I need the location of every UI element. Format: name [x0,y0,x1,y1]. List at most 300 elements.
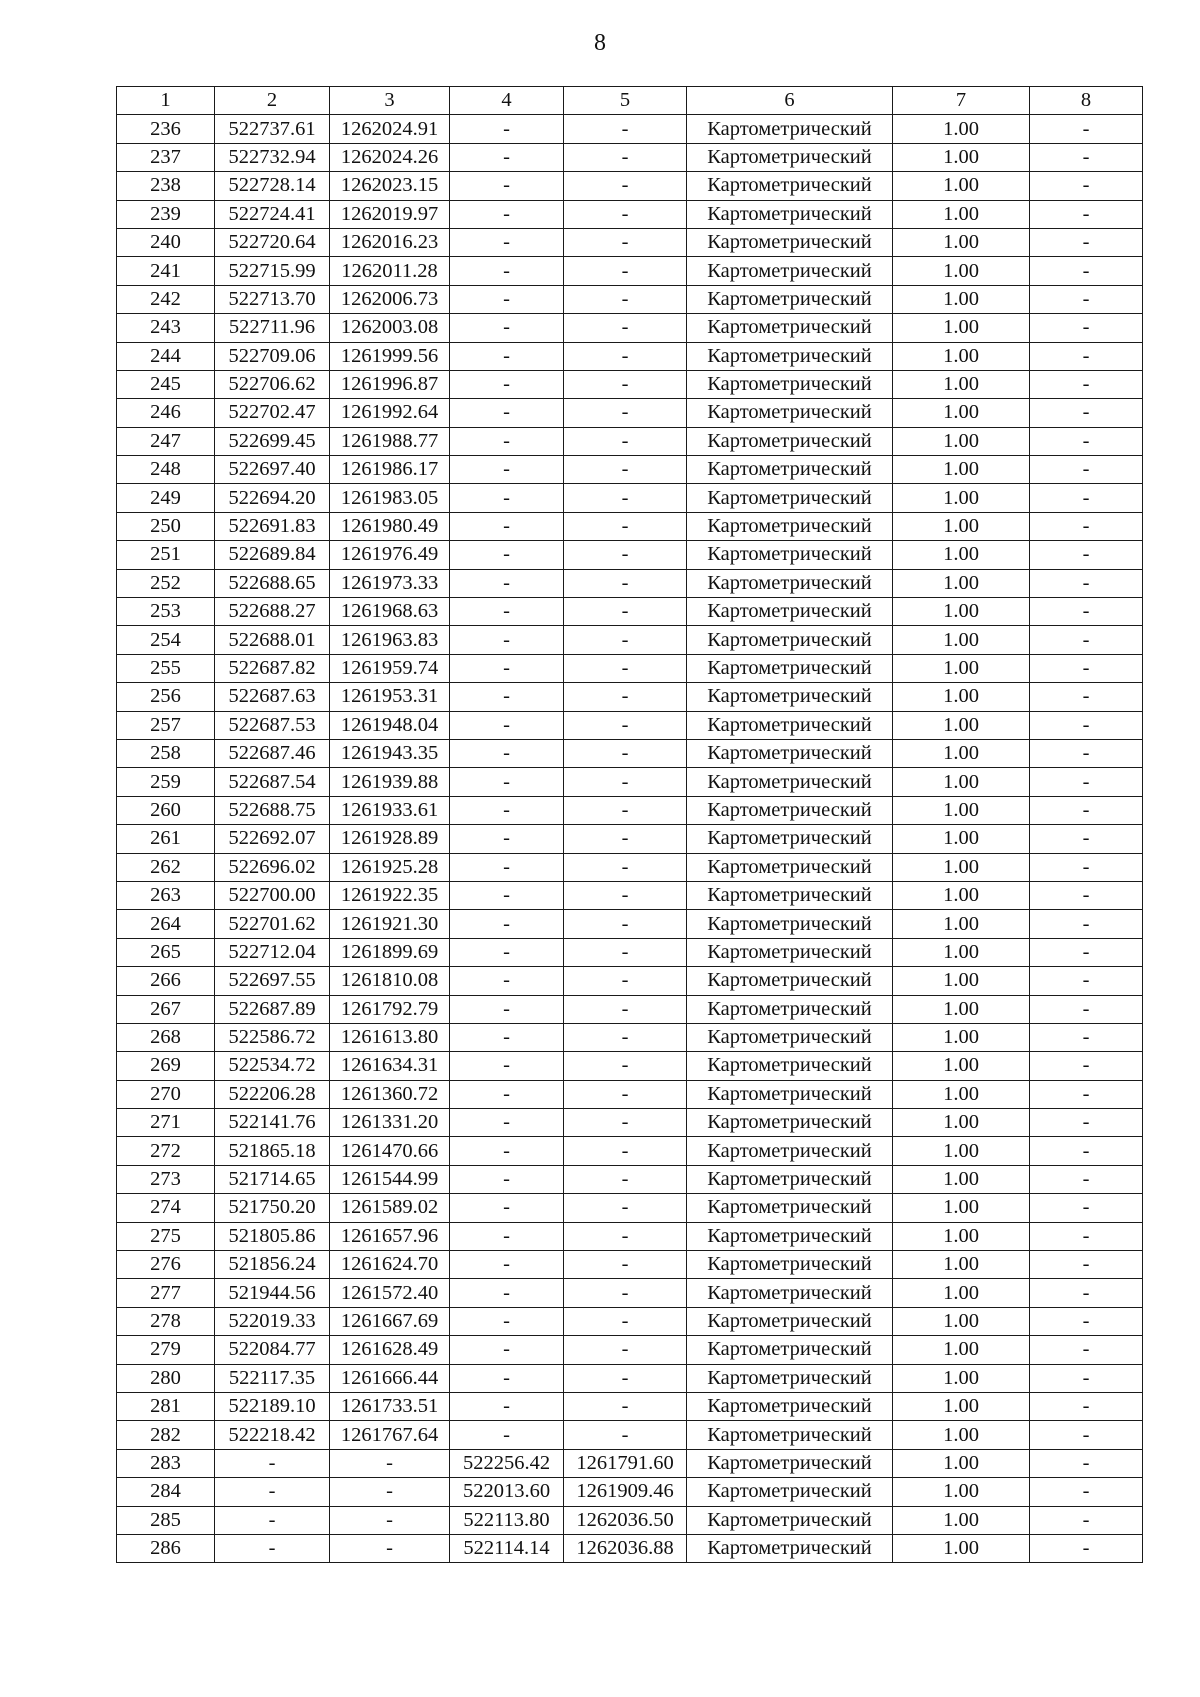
table-cell: 283 [117,1449,215,1477]
table-cell: 1261983.05 [330,484,450,512]
column-header: 3 [330,87,450,115]
table-cell: - [450,881,564,909]
table-cell: - [564,115,687,143]
table-cell: - [1030,1137,1143,1165]
table-cell: - [564,654,687,682]
table-cell: 271 [117,1109,215,1137]
table-cell: 1.00 [893,881,1030,909]
table-cell: - [564,995,687,1023]
table-cell: - [450,739,564,767]
table-cell: 1261613.80 [330,1023,450,1051]
table-cell: 1261933.61 [330,796,450,824]
table-cell: Картометрический [687,796,893,824]
table-cell: 1261667.69 [330,1307,450,1335]
table-cell: - [1030,342,1143,370]
table-cell: Картометрический [687,257,893,285]
table-cell: 522256.42 [450,1449,564,1477]
table-cell: - [450,1392,564,1420]
table-cell: - [564,314,687,342]
table-cell: 1.00 [893,1137,1030,1165]
table-row [117,967,1143,995]
table-cell: 1262024.26 [330,143,450,171]
table-cell: - [450,484,564,512]
table-cell: 522687.53 [215,711,330,739]
table-cell: - [450,825,564,853]
table-cell: 1.00 [893,1109,1030,1137]
table-cell: 522737.61 [215,115,330,143]
table-cell: Картометрический [687,1251,893,1279]
table-cell: - [450,626,564,654]
table-row [117,143,1143,171]
table-cell: 258 [117,739,215,767]
table-cell: 522697.40 [215,456,330,484]
table-cell: - [450,1023,564,1051]
table-cell: Картометрический [687,1194,893,1222]
table-cell: 1.00 [893,626,1030,654]
table-row [117,484,1143,512]
table-row [117,1307,1143,1335]
table-row [117,626,1143,654]
table-cell: 265 [117,938,215,966]
table-cell: - [450,683,564,711]
table-cell: - [564,910,687,938]
table-cell: - [1030,512,1143,540]
table-cell: 1261589.02 [330,1194,450,1222]
table-cell: 1261331.20 [330,1109,450,1137]
table-cell: 1262036.88 [564,1534,687,1562]
table-cell: 1.00 [893,598,1030,626]
table-cell: 1262036.50 [564,1506,687,1534]
table-cell: - [450,910,564,938]
table-cell: 1.00 [893,314,1030,342]
table-cell: - [564,342,687,370]
table-cell: - [1030,200,1143,228]
table-cell: Картометрический [687,768,893,796]
table-cell: Картометрический [687,314,893,342]
table-cell: 1.00 [893,711,1030,739]
table-cell: - [450,228,564,256]
table-cell: 282 [117,1421,215,1449]
table-row [117,257,1143,285]
table-cell: 522084.77 [215,1336,330,1364]
table-cell: - [564,626,687,654]
table-cell: - [330,1534,450,1562]
table-cell: 249 [117,484,215,512]
table-cell: - [1030,910,1143,938]
table-row [117,115,1143,143]
table-cell: 254 [117,626,215,654]
table-cell: - [450,1364,564,1392]
table-cell: 1.00 [893,342,1030,370]
table-row [117,1137,1143,1165]
table-cell: 1261767.64 [330,1421,450,1449]
table-row [117,1052,1143,1080]
table-cell: - [564,172,687,200]
table-cell: 1.00 [893,1194,1030,1222]
table-cell: 1.00 [893,1449,1030,1477]
table-cell: - [450,456,564,484]
table-cell: - [450,541,564,569]
table-cell: Картометрический [687,739,893,767]
table-cell: - [1030,1506,1143,1534]
table-cell: 1261470.66 [330,1137,450,1165]
table-cell: - [564,512,687,540]
table-cell: 263 [117,881,215,909]
table-cell: 1.00 [893,512,1030,540]
table-cell: 522689.84 [215,541,330,569]
table-cell: 1261572.40 [330,1279,450,1307]
table-cell: 1261953.31 [330,683,450,711]
table-cell: 1261988.77 [330,427,450,455]
table-row [117,938,1143,966]
table-cell: 1.00 [893,257,1030,285]
table-cell: - [1030,938,1143,966]
table-row [117,314,1143,342]
table-cell: - [564,853,687,881]
table-cell: 266 [117,967,215,995]
table-cell: - [564,967,687,995]
table-row [117,1392,1143,1420]
table-cell: 1261921.30 [330,910,450,938]
table-cell: - [564,768,687,796]
table-cell: - [564,200,687,228]
table-cell: 1.00 [893,370,1030,398]
table-cell: Картометрический [687,200,893,228]
table-cell: 1.00 [893,654,1030,682]
table-cell: 1261791.60 [564,1449,687,1477]
table-cell: Картометрический [687,598,893,626]
table-cell: - [564,825,687,853]
table-row [117,1364,1143,1392]
table-cell: - [1030,711,1143,739]
table-row [117,285,1143,313]
table-cell: - [564,1364,687,1392]
table-cell: - [1030,257,1143,285]
table-cell: 522732.94 [215,143,330,171]
table-cell: 1.00 [893,1336,1030,1364]
table-cell: - [450,569,564,597]
table-cell: Картометрический [687,967,893,995]
table-cell: Картометрический [687,881,893,909]
table-cell: 521714.65 [215,1165,330,1193]
table-cell: 522711.96 [215,314,330,342]
table-cell: 1262019.97 [330,200,450,228]
table-cell: - [450,768,564,796]
table-cell: - [450,654,564,682]
table-cell: 1.00 [893,1307,1030,1335]
table-cell: 1.00 [893,484,1030,512]
table-cell: - [1030,768,1143,796]
table-cell: 1.00 [893,683,1030,711]
table-cell: Картометрический [687,370,893,398]
table-cell: - [450,1109,564,1137]
table-cell: - [450,1336,564,1364]
table-cell: 1.00 [893,1251,1030,1279]
table-cell: 522720.64 [215,228,330,256]
page-number: 8 [594,30,606,56]
table-cell: - [450,200,564,228]
table-cell: Картометрический [687,342,893,370]
table-row [117,1194,1143,1222]
table-cell: - [450,598,564,626]
table-cell: - [564,427,687,455]
table-row [117,399,1143,427]
table-cell: - [564,1279,687,1307]
table-cell: 1261544.99 [330,1165,450,1193]
table-cell: - [450,1080,564,1108]
table-cell: 522700.00 [215,881,330,909]
table-cell: 522724.41 [215,200,330,228]
table-cell: 1.00 [893,1165,1030,1193]
table-cell: 1.00 [893,115,1030,143]
table-cell: 1261899.69 [330,938,450,966]
table-cell: - [450,115,564,143]
table-row [117,200,1143,228]
table-cell: - [1030,1109,1143,1137]
table-cell: - [1030,484,1143,512]
table-row [117,342,1143,370]
table-cell: 522688.65 [215,569,330,597]
table-row [117,825,1143,853]
table-row [117,796,1143,824]
table-cell: - [1030,654,1143,682]
table-cell: Картометрический [687,1421,893,1449]
table-cell: - [450,1421,564,1449]
table-cell: - [1030,456,1143,484]
table-cell: 1261973.33 [330,569,450,597]
table-cell: 1.00 [893,910,1030,938]
table-cell: 261 [117,825,215,853]
table-cell: 280 [117,1364,215,1392]
table-cell: - [1030,1165,1143,1193]
table-cell: - [1030,285,1143,313]
table-cell: - [450,342,564,370]
table-cell: 239 [117,200,215,228]
table-cell: Картометрический [687,1392,893,1420]
table-cell: - [564,456,687,484]
table-cell: - [450,1137,564,1165]
table-cell: 1261963.83 [330,626,450,654]
table-cell: Картометрический [687,484,893,512]
table-cell: 251 [117,541,215,569]
table-cell: 1261980.49 [330,512,450,540]
table-cell: 1261360.72 [330,1080,450,1108]
table-row [117,456,1143,484]
table-cell: - [215,1534,330,1562]
table-cell: 522694.20 [215,484,330,512]
table-cell: Картометрический [687,143,893,171]
table-cell: 242 [117,285,215,313]
table-cell: - [564,1307,687,1335]
table-cell: 1261624.70 [330,1251,450,1279]
table-cell: Картометрический [687,1109,893,1137]
table-cell: 270 [117,1080,215,1108]
table-cell: - [1030,1364,1143,1392]
table-cell: 1261928.89 [330,825,450,853]
table-cell: - [564,938,687,966]
table-cell: Картометрический [687,541,893,569]
table-cell: 1261657.96 [330,1222,450,1250]
table-cell: 1262011.28 [330,257,450,285]
table-cell: Картометрический [687,1478,893,1506]
table-cell: 522688.75 [215,796,330,824]
table-cell: 1262024.91 [330,115,450,143]
table-cell: 248 [117,456,215,484]
table-cell: 522117.35 [215,1364,330,1392]
table-cell: - [1030,143,1143,171]
table-cell: 522702.47 [215,399,330,427]
table-cell: Картометрический [687,1165,893,1193]
table-cell: 522696.02 [215,853,330,881]
table-cell: 259 [117,768,215,796]
table-cell: - [564,1109,687,1137]
table-cell: 237 [117,143,215,171]
table-row [117,711,1143,739]
table-cell: - [215,1478,330,1506]
table-cell: 522141.76 [215,1109,330,1137]
table-cell: - [564,1023,687,1051]
table-cell: - [1030,1023,1143,1051]
table-cell: 236 [117,115,215,143]
table-cell: - [450,1307,564,1335]
table-cell: 522218.42 [215,1421,330,1449]
table-cell: - [450,370,564,398]
column-header: 1 [117,87,215,115]
table-cell: Картометрический [687,853,893,881]
table-cell: - [1030,370,1143,398]
table-cell: Картометрический [687,1080,893,1108]
table-cell: 252 [117,569,215,597]
table-cell: - [1030,1251,1143,1279]
table-cell: - [564,1052,687,1080]
table-cell: - [1030,1222,1143,1250]
table-cell: 522715.99 [215,257,330,285]
table-cell: Картометрический [687,1506,893,1534]
table-cell: 1262003.08 [330,314,450,342]
table-cell: 275 [117,1222,215,1250]
table-row [117,1534,1143,1562]
table-header-row [117,87,1143,115]
table-cell: 1.00 [893,967,1030,995]
table-cell: - [450,143,564,171]
table-cell: 522712.04 [215,938,330,966]
table-cell: - [450,314,564,342]
table-cell: 1.00 [893,853,1030,881]
table-cell: - [1030,1449,1143,1477]
table-row [117,598,1143,626]
table-cell: - [1030,598,1143,626]
table-cell: 522699.45 [215,427,330,455]
table-cell: 240 [117,228,215,256]
table-cell: Картометрический [687,938,893,966]
table-cell: - [450,1052,564,1080]
table-cell: - [1030,115,1143,143]
table-cell: Картометрический [687,569,893,597]
table-cell: - [1030,569,1143,597]
table-cell: - [1030,796,1143,824]
table-row [117,1023,1143,1051]
table-cell: - [564,711,687,739]
table-cell: 1261666.44 [330,1364,450,1392]
table-cell: Картометрический [687,228,893,256]
table-cell: 1.00 [893,1023,1030,1051]
table-cell: Картометрический [687,512,893,540]
table-cell: 1.00 [893,1364,1030,1392]
table-cell: - [564,1137,687,1165]
table-cell: 522697.55 [215,967,330,995]
table-cell: - [564,598,687,626]
table-cell: 1.00 [893,1421,1030,1449]
table-cell: Картометрический [687,1023,893,1051]
table-cell: 522687.46 [215,739,330,767]
table-cell: - [1030,1052,1143,1080]
table-cell: 1261976.49 [330,541,450,569]
table-cell: - [450,172,564,200]
table-row [117,739,1143,767]
column-header: 5 [564,87,687,115]
table-cell: 245 [117,370,215,398]
column-header: 2 [215,87,330,115]
table-cell: - [450,512,564,540]
table-cell: 244 [117,342,215,370]
table-row [117,1449,1143,1477]
table-cell: 1.00 [893,1534,1030,1562]
table-row [117,1478,1143,1506]
table-row [117,1506,1143,1534]
table-cell: 1261810.08 [330,967,450,995]
table-cell: - [564,1336,687,1364]
column-header: 4 [450,87,564,115]
table-cell: 268 [117,1023,215,1051]
table-cell: 250 [117,512,215,540]
table-cell: Картометрический [687,910,893,938]
table-cell: 1261943.35 [330,739,450,767]
table-cell: - [564,1165,687,1193]
table-cell: 522692.07 [215,825,330,853]
table-cell: Картометрический [687,172,893,200]
table-row [117,853,1143,881]
table-cell: 1261986.17 [330,456,450,484]
table-cell: - [564,1392,687,1420]
table-cell: 1261922.35 [330,881,450,909]
table-row [117,910,1143,938]
table-cell: 1.00 [893,172,1030,200]
table-cell: 1261939.88 [330,768,450,796]
table-cell: 1.00 [893,143,1030,171]
table-cell: 1.00 [893,228,1030,256]
table-cell: - [450,257,564,285]
table-cell: 260 [117,796,215,824]
table-cell: 521856.24 [215,1251,330,1279]
table-cell: 1261948.04 [330,711,450,739]
table-cell: - [564,541,687,569]
table-cell: 522586.72 [215,1023,330,1051]
table-row [117,541,1143,569]
table-cell: - [564,881,687,909]
table-cell: 522701.62 [215,910,330,938]
table-cell: Картометрический [687,1336,893,1364]
table-cell: - [564,569,687,597]
table-cell: - [450,938,564,966]
table-cell: 276 [117,1251,215,1279]
table-cell: 1.00 [893,1506,1030,1534]
table-cell: - [564,285,687,313]
table-cell: - [450,427,564,455]
table-cell: 1.00 [893,569,1030,597]
table-cell: 522687.89 [215,995,330,1023]
table-cell: - [564,143,687,171]
table-cell: - [564,370,687,398]
